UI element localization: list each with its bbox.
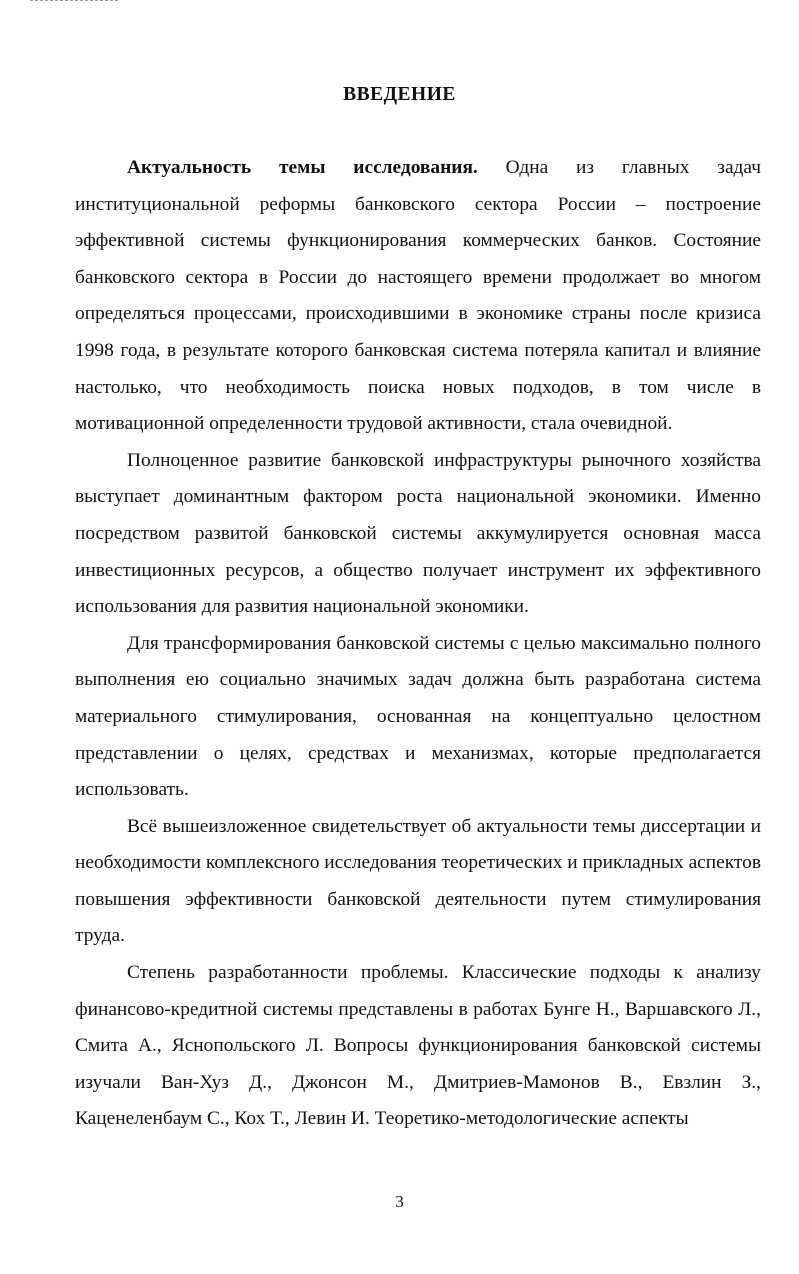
paragraph-lead: Актуальность темы исследования. <box>127 157 478 178</box>
paragraph-transformation: Для трансформирования банковской системы с целью максимально полного выполнения ею социально значимых задач должна быть разработана система материального стимулирования, основанная на концептуально целостном представлении о целях, средствах и механизмах, которые предполагается использовать. <box>75 632 761 801</box>
scan-edge-mark <box>30 0 118 3</box>
section-heading: ВВЕДЕНИЕ <box>343 84 456 105</box>
paragraph-relevance <box>75 150 761 443</box>
paragraph-development-degree: Степень разработанности проблемы. Классические подходы к анализу финансово-кредитной системы представлены в работах Бунге Н., Варшавского Л., Смита А., Яснопольского Л. Вопросы функционирования банковской системы изучали Ван-Хуз Д., Джонсон М., Дмитриев-Мамонов В., Евзлин З., Каценеленбаум С., Кох Т., Левин И. Теоретико-методологические аспекты <box>75 962 761 1130</box>
body-text <box>75 150 761 1138</box>
page-number: 3 <box>395 1192 404 1211</box>
paragraph-conclusion: Всё вышеизложенное свидетельствует об актуальности темы диссертации и необходимости комплексного исследования теоретических и прикладных аспектов повышения эффективности банковской деятельности путем стимулирования труда. <box>75 815 761 947</box>
paragraph-text: Одна из главных задач институциональной реформы банковского сектора России – построение эффективной системы функционирования коммерческих банков. Состояние банковского сектора в России до настоящего времени продолжает во многом определяться процессами, происходившими в экономике страны после кризиса 1998 года, в результате которого банковская система потеряла капитал и влияние настолько, что необходимость поиска новых подходов, в том числе в мотивационной определенности трудовой активности, стала очевидной. <box>75 157 761 435</box>
paragraph-infrastructure: Полноценное развитие банковской инфраструктуры рыночного хозяйства выступает доминантным фактором роста национальной экономики. Именно посредством развитой банковской системы аккумулируется основная масса инвестиционных ресурсов, а общество получает инструмент их эффективного использования для развития национальной экономики. <box>75 449 761 618</box>
